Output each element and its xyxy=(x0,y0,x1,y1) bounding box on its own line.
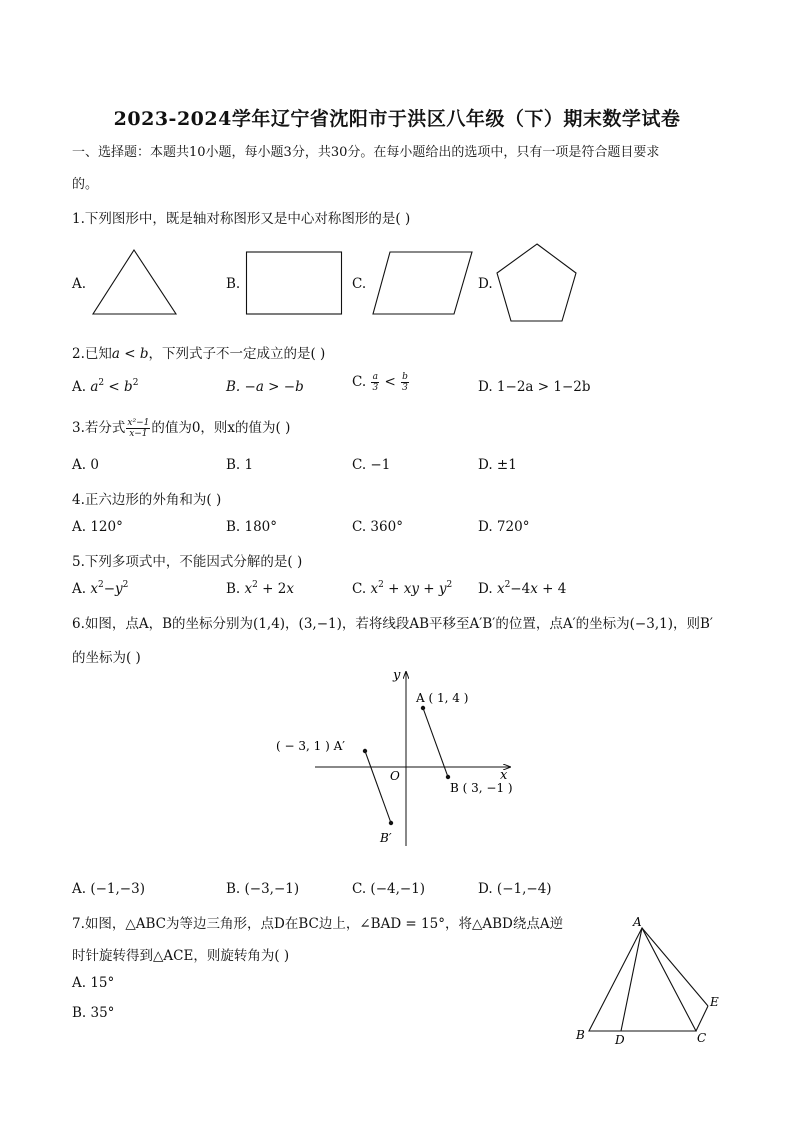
point-a-prime xyxy=(363,749,367,753)
y-axis-label: y xyxy=(393,668,401,683)
label-vertex-b: B xyxy=(576,1028,585,1042)
q7-triangle-figure xyxy=(570,910,730,1050)
q2-condition: a < b xyxy=(111,346,149,362)
q3-stem: 3.若分式 $\frac{\text{x²−1}}{x-1}$ 的值为0，则x的值为( ) xyxy=(72,418,291,439)
point-b-prime xyxy=(389,821,393,825)
section-heading-line2: 的。 xyxy=(72,177,99,192)
q4-option-d: D. 720° xyxy=(478,519,530,535)
label-b: B ( 3, −1 ) xyxy=(450,781,513,795)
q1-option-a-label: A. xyxy=(72,276,87,292)
segment-ad xyxy=(621,928,642,1031)
q1-option-b-label: B. xyxy=(226,276,241,292)
q5-option-b: B. $x^2 + 2x$ xyxy=(226,580,294,597)
q3-fraction-numerator: x²−1 xyxy=(127,418,150,428)
q4-option-a: A. 120° xyxy=(72,519,123,535)
q1-parallelogram-figure xyxy=(370,250,476,318)
x-axis-label: x xyxy=(500,768,508,783)
q5-stem: 5.下列多项式中，不能因式分解的是( ) xyxy=(72,554,303,570)
q6-stem-line1: 6.如图，点A，B的坐标分别为(1,4)，(3,−1)，若将线段AB平移至A′B′的位置，点A′的坐标为(−3,1)，则B′ xyxy=(72,616,713,632)
q2-option-d: D. 1−2a > 1−2b xyxy=(478,379,591,395)
q6-option-d: D. (−1,−4) xyxy=(478,881,552,897)
label-a-prime: ( − 3, 1 ) A′ xyxy=(276,739,345,753)
segment-ae xyxy=(642,928,708,1006)
origin-label: O xyxy=(390,769,400,783)
label-vertex-e: E xyxy=(710,995,719,1009)
q6-option-c: C. (−4,−1) xyxy=(352,881,426,897)
point-b xyxy=(446,775,450,779)
q2-option-a: A. $a^2 < b^2$ xyxy=(72,378,139,395)
q7-stem-line1: 7.如图，△ABC为等边三角形，点D在BC边上，∠BAD = 15°，将△ABD绕点A逆 xyxy=(72,916,564,932)
q1-option-c-label: C. xyxy=(352,276,367,292)
q4-option-b: B. 180° xyxy=(226,519,278,535)
q2-stem-post: ，下列式子不一定成立的是( ) xyxy=(148,346,326,362)
q1-stem: 1.下列图形中，既是轴对称图形又是中心对称图形的是( ) xyxy=(72,211,411,227)
q2-stem xyxy=(72,342,325,362)
q7-stem-line2: 时针旋转得到△ACE，则旋转角为( ) xyxy=(72,948,290,964)
q6-coordinate-figure xyxy=(270,660,530,860)
q2-option-c: C. $\frac{a}{3}$ < $\frac{b}{3}$ xyxy=(352,372,408,393)
q3-option-d: D. ±1 xyxy=(478,457,517,473)
q7-option-b: B. 35° xyxy=(72,1005,115,1021)
label-vertex-c: C xyxy=(697,1031,707,1045)
q4-stem: 4.正六边形的外角和为( ) xyxy=(72,492,222,508)
q6-option-a: A. (−1,−3) xyxy=(72,881,145,897)
q5-option-c: C. $x^2$ + xy + $y^2$ xyxy=(352,580,453,597)
label-b-prime: B′ xyxy=(380,831,392,845)
section-heading-line1: 一、选择题：本题共10小题，每小题3分，共30分。在每小题给出的选项中，只有一项是符合题目要求 xyxy=(72,145,660,160)
q1-triangle-figure xyxy=(90,248,180,318)
triangle-abc xyxy=(589,928,696,1031)
label-vertex-a: A xyxy=(633,915,642,929)
q3-fraction-denominator: x−1 xyxy=(129,429,148,439)
q6-option-b: B. (−3,−1) xyxy=(226,881,300,897)
q4-option-c: C. 360° xyxy=(352,519,403,535)
q7-option-a: A. 15° xyxy=(72,975,115,991)
q6-stem-line2: 的坐标为( ) xyxy=(72,650,141,666)
segment-a-prime-b-prime xyxy=(365,751,391,823)
label-a: A ( 1, 4 ) xyxy=(416,691,469,705)
q2-stem-pre: 2.已知 xyxy=(72,346,112,362)
label-vertex-d: D xyxy=(615,1033,625,1047)
q1-option-d-label: D. xyxy=(478,276,493,292)
q2-option-b: B. −a > −b xyxy=(226,379,304,395)
q5-option-d: D. $x^2-4x + 4$ xyxy=(478,580,567,597)
q1-rectangle-figure xyxy=(244,250,344,318)
point-a xyxy=(421,706,425,710)
exam-title: 2023-2024学年辽宁省沈阳市于洪区八年级（下）期末数学试卷 xyxy=(113,108,681,130)
q3-option-a: A. 0 xyxy=(72,457,99,473)
q1-pentagon-figure xyxy=(496,242,580,326)
segment-ec xyxy=(696,1006,708,1031)
q3-option-b: B. 1 xyxy=(226,457,254,473)
q3-option-c: C. −1 xyxy=(352,457,391,473)
q5-option-a: A. $x^2-y^2$ xyxy=(72,580,129,597)
